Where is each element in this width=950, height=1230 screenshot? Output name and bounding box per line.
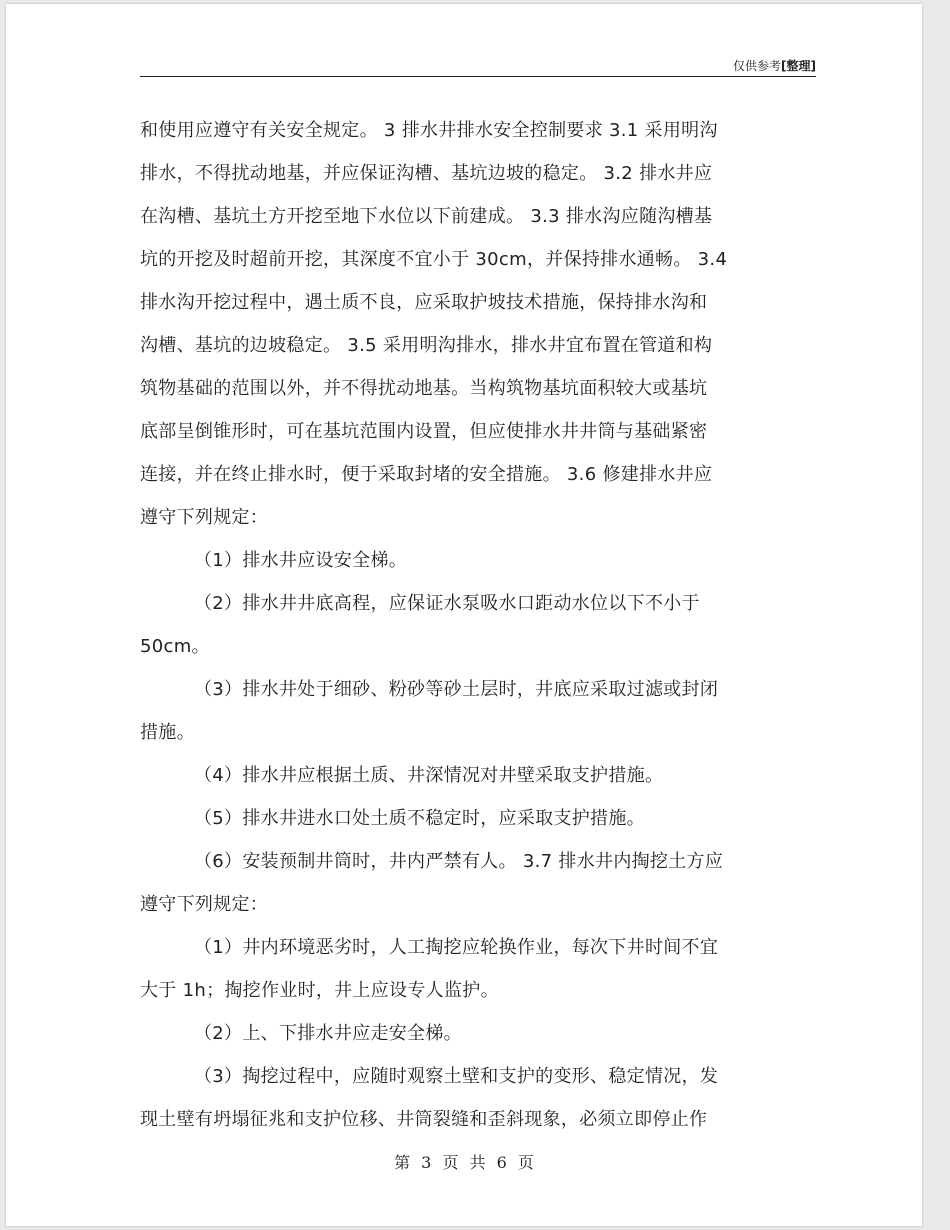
page-footer: 第 3 页 共 6 页 bbox=[394, 1153, 534, 1172]
page-header bbox=[140, 56, 816, 77]
text-line: 筑物基础的范围以外，并不得扰动地基。当构筑物基坑面积较大或基坑 bbox=[140, 378, 708, 399]
text-line: （3）排水井处于细砂、粉砂等砂土层时，井底应采取过滤或封闭 bbox=[194, 679, 719, 700]
body-text bbox=[140, 109, 820, 1141]
text-line: 50cm。 bbox=[140, 636, 210, 657]
text-line: （6）安装预制井筒时，井内严禁有人。 3.7 排水井内掏挖土方应 bbox=[194, 851, 724, 872]
text-line: 坑的开挖及时超前开挖，其深度不宜小于 30cm，并保持排水通畅。 3.4 bbox=[140, 249, 728, 270]
text-line: （3）掏挖过程中，应随时观察土壁和支护的变形、稳定情况，发 bbox=[194, 1066, 719, 1087]
text-line: （1）排水井应设安全梯。 bbox=[194, 550, 408, 571]
text-line: 排水沟开挖过程中，遇土质不良，应采取护坡技术措施，保持排水沟和 bbox=[140, 292, 708, 313]
text-line: 措施。 bbox=[140, 722, 195, 743]
text-line: 大于 1h；掏挖作业时，井上应设专人监护。 bbox=[140, 980, 499, 1001]
text-line: 排水，不得扰动地基，并应保证沟槽、基坑边坡的稳定。 3.2 排水井应 bbox=[140, 163, 713, 184]
text-line: （4）排水井应根据土质、井深情况对井壁采取支护措施。 bbox=[194, 765, 664, 786]
text-line: 现土壁有坍塌征兆和支护位移、井筒裂缝和歪斜现象，必须立即停止作 bbox=[140, 1109, 708, 1130]
header-text: 仅供参考 bbox=[733, 59, 782, 73]
text-line: 沟槽、基坑的边坡稳定。 3.5 采用明沟排水，排水井宜布置在管道和构 bbox=[140, 335, 713, 356]
header-tag: [整理] bbox=[781, 59, 816, 73]
text-line: 遵守下列规定： bbox=[140, 894, 269, 915]
text-line: 连接，并在终止排水时，便于采取封堵的安全措施。 3.6 修建排水井应 bbox=[140, 464, 713, 485]
text-line: 在沟槽、基坑土方开挖至地下水位以下前建成。 3.3 排水沟应随沟槽基 bbox=[140, 206, 713, 227]
text-line: 底部呈倒锥形时，可在基坑范围内设置，但应使排水井井筒与基础紧密 bbox=[140, 421, 708, 442]
text-line: （1）井内环境恶劣时，人工掏挖应轮换作业，每次下井时间不宜 bbox=[194, 937, 719, 958]
text-line: （2）上、下排水井应走安全梯。 bbox=[194, 1023, 462, 1044]
text-line: （5）排水井进水口处土质不稳定时，应采取支护措施。 bbox=[194, 808, 645, 829]
text-line: 遵守下列规定： bbox=[140, 507, 269, 528]
document-page bbox=[6, 4, 922, 1226]
text-line: 和使用应遵守有关安全规定。 3 排水井排水安全控制要求 3.1 采用明沟 bbox=[140, 120, 718, 141]
text-line: （2）排水井井底高程，应保证水泵吸水口距动水位以下不小于 bbox=[194, 593, 700, 614]
